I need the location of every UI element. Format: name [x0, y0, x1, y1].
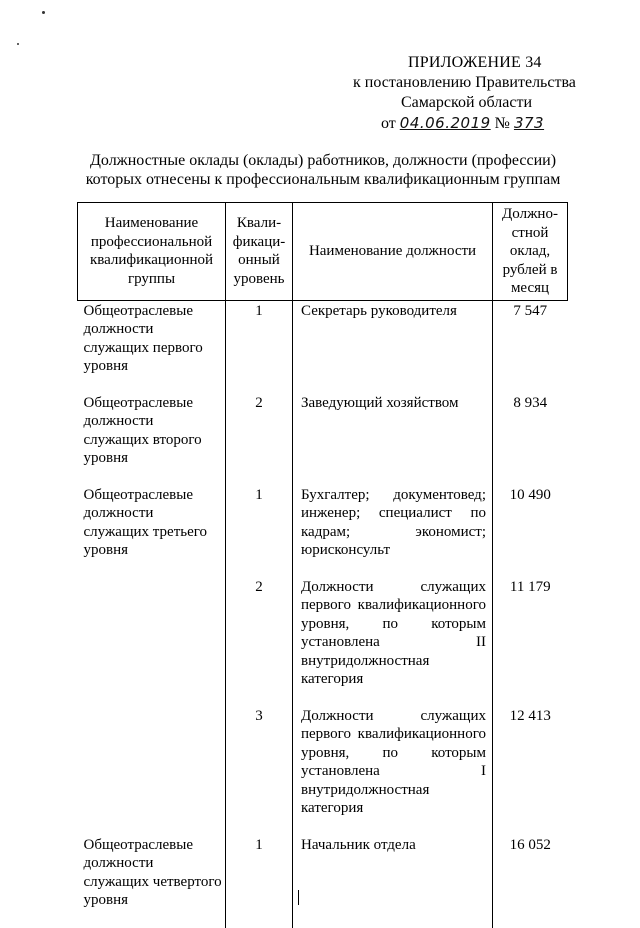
- decree-reference: к постановлению Правительства: [353, 74, 576, 91]
- level-cell: 1: [226, 836, 293, 928]
- salary-cell: 7 547: [493, 300, 568, 394]
- position-cell: Секретарь руководителя: [293, 300, 493, 394]
- salary-cell: 12 413: [493, 707, 568, 836]
- level-cell: 1: [226, 300, 293, 394]
- level-cell: 3: [226, 707, 293, 836]
- group-cell: [78, 707, 226, 836]
- table-row: [78, 300, 568, 394]
- position-cell: Должности служащих первого квалификационного уровня, по которым установлена II внутридолжностная категория: [293, 578, 493, 707]
- document-title: [80, 151, 566, 189]
- position-cell: Начальник отдела: [293, 836, 493, 928]
- table-header-row: [78, 203, 568, 301]
- table-row: [78, 578, 568, 707]
- position-cell: Бухгалтер; документовед; инженер; специалист по кадрам; экономист; юрисконсульт: [293, 486, 493, 578]
- table-row: [78, 486, 568, 578]
- group-cell: [78, 578, 226, 707]
- table-row: [78, 836, 568, 928]
- group-cell: Общеотраслевые должности служащих второго уровня: [83, 394, 202, 466]
- date-prefix: от: [381, 115, 396, 132]
- group-cell: Общеотраслевые должности служащих четвертого уровня: [83, 836, 222, 908]
- salary-cell: 10 490: [493, 486, 568, 578]
- group-cell: Общеотраслевые должности служащих третьего уровня: [83, 486, 208, 558]
- header-salary: Должно-стной оклад, рублей в месяц: [493, 203, 568, 301]
- table-row: [78, 707, 568, 836]
- position-cell: Заведующий хозяйством: [293, 394, 493, 486]
- header-group: Наименование профессиональной квалификационной группы: [78, 203, 226, 301]
- scan-speck: [17, 43, 19, 45]
- appendix-title: ПРИЛОЖЕНИЕ 34: [408, 54, 542, 71]
- number-prefix: №: [494, 115, 510, 132]
- salary-cell: 8 934: [493, 394, 568, 486]
- level-cell: 2: [226, 578, 293, 707]
- handwritten-date: 04.06.2019: [399, 114, 491, 132]
- header-level: Квали-фикаци-онный уровень: [226, 203, 293, 301]
- scan-speck: [42, 11, 45, 14]
- group-cell: Общеотраслевые должности служащих первого уровня: [83, 302, 203, 374]
- decree-date-line: [350, 113, 580, 134]
- title-line-2: которых отнесены к профессиональным квалификационным группам: [85, 171, 561, 188]
- appendix-header: [350, 53, 580, 134]
- title-line-1: Должностные оклады (оклады) работников, должности (профессии): [89, 152, 557, 169]
- level-cell: 2: [226, 394, 293, 486]
- table-row: [78, 394, 568, 486]
- handwritten-number: 373: [513, 114, 545, 132]
- level-cell: 1: [226, 486, 293, 578]
- region-name: Самарской области: [401, 94, 532, 111]
- salary-cell: 11 179: [493, 578, 568, 707]
- position-cell: Должности служащих первого квалификационного уровня, по которым установлена I внутридолжностная категория: [293, 707, 493, 836]
- page-fold-mark: [298, 890, 299, 905]
- header-position: Наименование должности: [293, 203, 493, 301]
- salary-cell: 16 052: [493, 836, 568, 928]
- salary-table: [77, 202, 568, 928]
